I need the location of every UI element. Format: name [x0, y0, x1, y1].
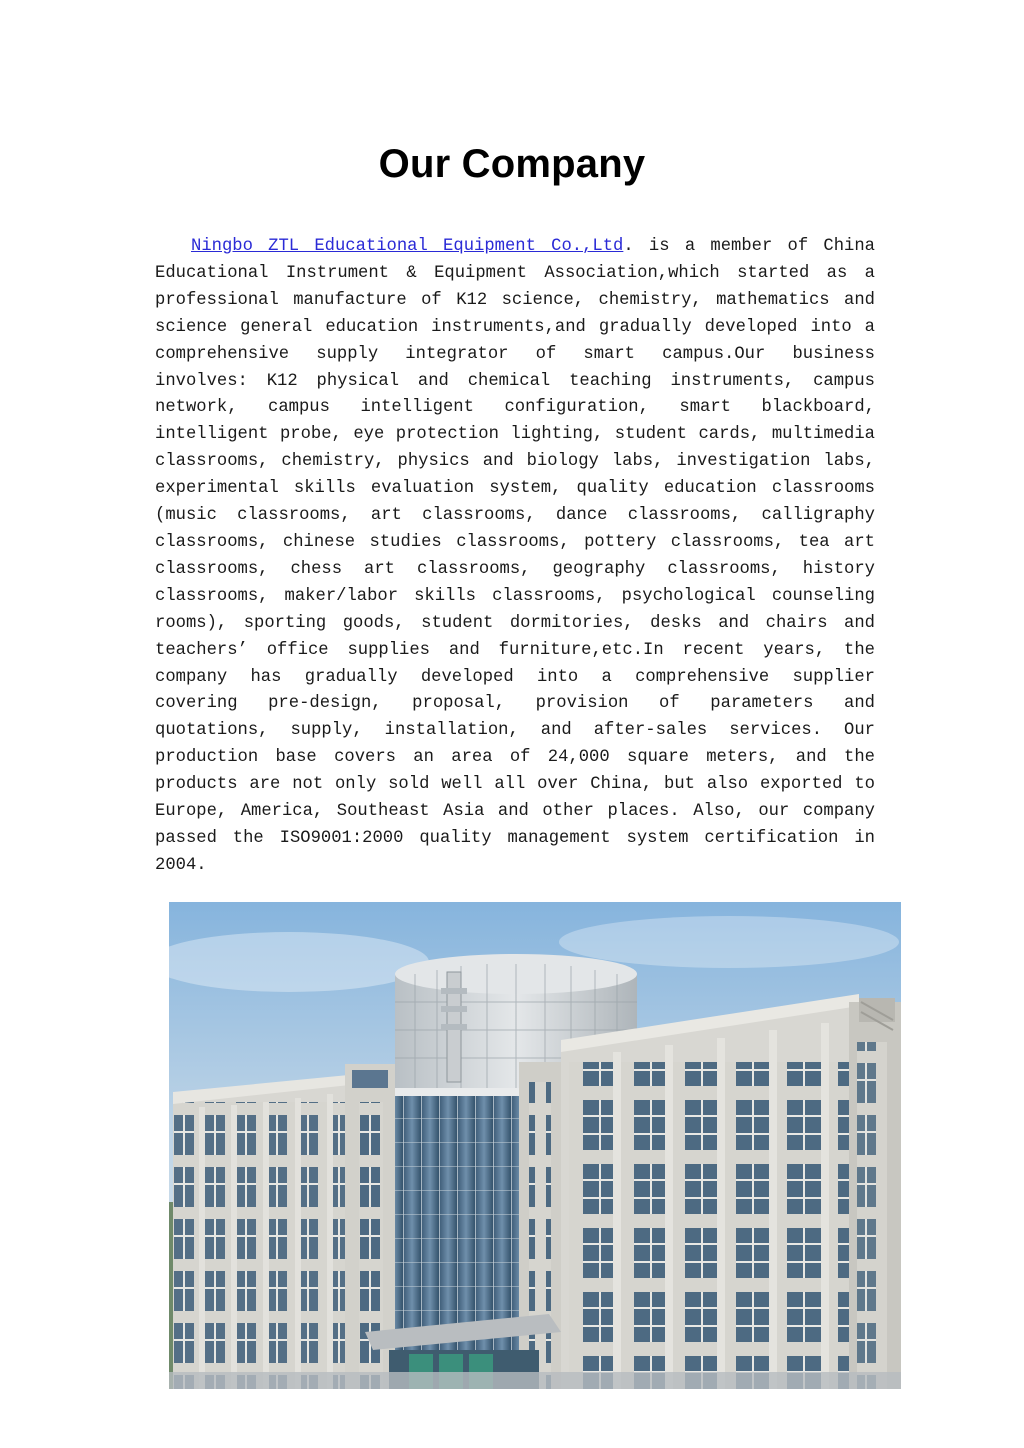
- company-description: [155, 234, 875, 880]
- page-title: Our Company: [378, 142, 646, 186]
- company-description-text: . is a member of China Educational Instrument & Equipment Association,which started as a professional manufacture of K12 science, chemistry, mathematics and science general education instruments,and gradually developed into a comprehensive supply integrator of smart campus.Our business involves: K12 physical and chemical teaching instruments, campus network, campus intelligent configuration, smart blackboard, intelligent probe, eye protection lighting, student cards, multimedia classrooms, chemistry, physics and biology labs, investigation labs, experimental skills evaluation system, quality education classrooms (music classrooms, art classrooms, dance classrooms, calligraphy classrooms, chinese studies classrooms, pottery classrooms, tea art classrooms, chess art classrooms, geography classrooms, history classrooms, maker/labor skills classrooms, psychological counseling rooms), sporting goods, student dormitories, desks and chairs and teachers’ office supplies and furniture,etc.In recent years, the company has gradually developed into a comprehensive supplier covering pre-design, proposal, provision of parameters and quotations, supply, installation, and after-sales services. Our production base covers an area of 24,000 square meters, and the products are not only sold well all over China, but also exported to Europe, America, Southeast Asia and other places. Also, our company passed the ISO9001:2000 quality management system certification in 2004.: [155, 237, 875, 875]
- company-building-photo: [169, 902, 901, 1389]
- company-name-link[interactable]: Ningbo ZTL Educational Equipment Co.,Ltd: [191, 237, 624, 256]
